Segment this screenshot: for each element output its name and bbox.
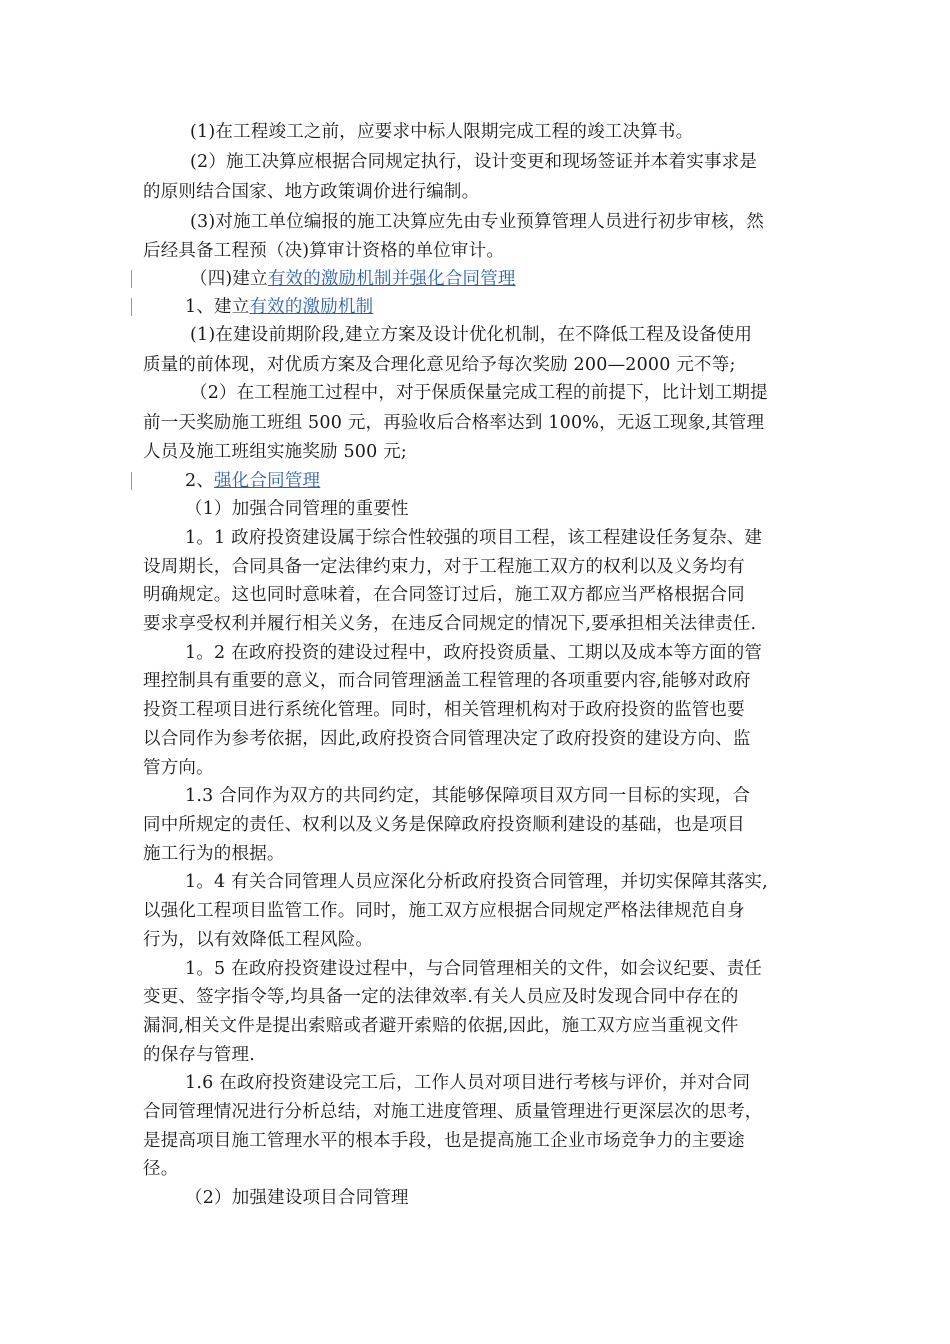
- paragraph-line: 漏洞,相关文件是提出索赔或者避开索赔的依据,因此，施工双方应当重视文件: [143, 1016, 739, 1036]
- paragraph-line: 的保存与管理.: [143, 1045, 255, 1065]
- paragraph-line: 前一天奖励施工班组 500 元，再验收后合格率达到 100%，无返工现象,其管理: [143, 413, 765, 433]
- paragraph-line: 1。4 有关合同管理人员应深化分析政府投资合同管理，并切实保障其落实,: [185, 872, 768, 892]
- subsection-heading: [185, 292, 373, 322]
- paragraph-line: 1。2 在政府投资的建设过程中，政府投资质量、工期以及成本等方面的管: [185, 643, 763, 663]
- subsection-heading: [185, 466, 320, 496]
- heading-link[interactable]: 有效的激励机制: [249, 297, 374, 317]
- paragraph-line: 1。5 在政府投资建设过程中，与合同管理相关的文件，如会议纪要、责任: [185, 959, 763, 979]
- paragraph-line: 后经具备工程预（决)算审计资格的单位审计。: [143, 241, 505, 261]
- paragraph-line: 要求享受权利并履行相关义务，在违反合同规定的情况下,要承担相关法律责任.: [143, 614, 757, 634]
- heading-link[interactable]: 有效的激励机制并强化合同管理: [267, 269, 516, 289]
- paragraph-line: (2）施工决算应根据合同规定执行，设计变更和现场签证并本着实事求是: [190, 152, 758, 172]
- paragraph-line: 质量的前体现，对优质方案及合理化意见给予每次奖励 200—2000 元不等;: [143, 355, 736, 375]
- paragraph-line: 以强化工程项目监管工作。同时，施工双方应根据合同规定严格法律规范自身: [143, 901, 745, 921]
- heading-prefix: （四)建立: [190, 269, 268, 289]
- revision-marker: [131, 298, 132, 316]
- paragraph-line: (3)对施工单位编报的施工决算应先由专业预算管理人员进行初步审核，然: [190, 212, 765, 232]
- paragraph-line: 1。1 政府投资建设属于综合性较强的项目工程，该工程建设任务复杂、建: [185, 528, 763, 548]
- paragraph-line: 1.3 合同作为双方的共同约定，其能够保障项目双方同一目标的实现，合: [185, 786, 751, 806]
- paragraph-line: 合同管理情况进行分析总结，对施工进度管理、质量管理进行更深层次的思考，: [143, 1102, 763, 1122]
- heading-link[interactable]: 强化合同管理: [214, 471, 321, 491]
- paragraph-line: 1.6 在政府投资建设完工后，工作人员对项目进行考核与评价，并对合同: [185, 1073, 751, 1093]
- heading-prefix: 2、: [185, 471, 215, 491]
- paragraph-line: 的原则结合国家、地方政策调价进行编制。: [143, 182, 480, 202]
- paragraph-line: 投资工程项目进行系统化管理。同时，相关管理机构对于政府投资的监管也要: [143, 700, 745, 720]
- paragraph-line: 行为，以有效降低工程风险。: [143, 930, 374, 950]
- heading-prefix: 1、建立: [185, 297, 250, 317]
- paragraph-line: 明确规定。这也同时意味着，在合同签订过后，施工双方都应当严格根据合同: [143, 585, 745, 605]
- paragraph-line: 同中所规定的责任、权利以及义务是保障政府投资顺利建设的基础，也是项目: [143, 815, 745, 835]
- paragraph-line: 管方向。: [143, 758, 214, 778]
- paragraph-line: 以合同作为参考依据，因此,政府投资合同管理决定了政府投资的建设方向、监: [143, 729, 751, 749]
- section-heading: [190, 264, 516, 294]
- paragraph-line: 理控制具有重要的意义，而合同管理涵盖工程管理的各项重要内容,能够对政府: [143, 671, 751, 691]
- revision-marker: [131, 270, 132, 288]
- paragraph-line: (1)在建设前期阶段,建立方案及设计优化机制，在不降低工程及设备使用: [190, 325, 753, 345]
- revision-marker: [131, 472, 132, 490]
- paragraph-line: （1）加强合同管理的重要性: [185, 499, 409, 519]
- paragraph-line: 人员及施工班组实施奖励 500 元;: [143, 442, 408, 462]
- paragraph-line: 是提高项目施工管理水平的根本手段，也是提高施工企业市场竞争力的主要途: [143, 1131, 745, 1151]
- paragraph-line: 径。: [143, 1159, 179, 1179]
- paragraph-line: （2）加强建设项目合同管理: [185, 1188, 409, 1208]
- paragraph-line: （2）在工程施工过程中，对于保质保量完成工程的前提下，比计划工期提: [190, 383, 768, 403]
- paragraph-line: 变更、签字指令等,均具备一定的法律效率.有关人员应及时发现合同中存在的: [143, 987, 739, 1007]
- paragraph-line: 施工行为的根据。: [143, 844, 285, 864]
- paragraph-line: 设周期长，合同具备一定法律约束力，对于工程施工双方的权利以及义务均有: [143, 557, 745, 577]
- paragraph-line: (1)在工程竣工之前，应要求中标人限期完成工程的竣工决算书。: [190, 122, 694, 142]
